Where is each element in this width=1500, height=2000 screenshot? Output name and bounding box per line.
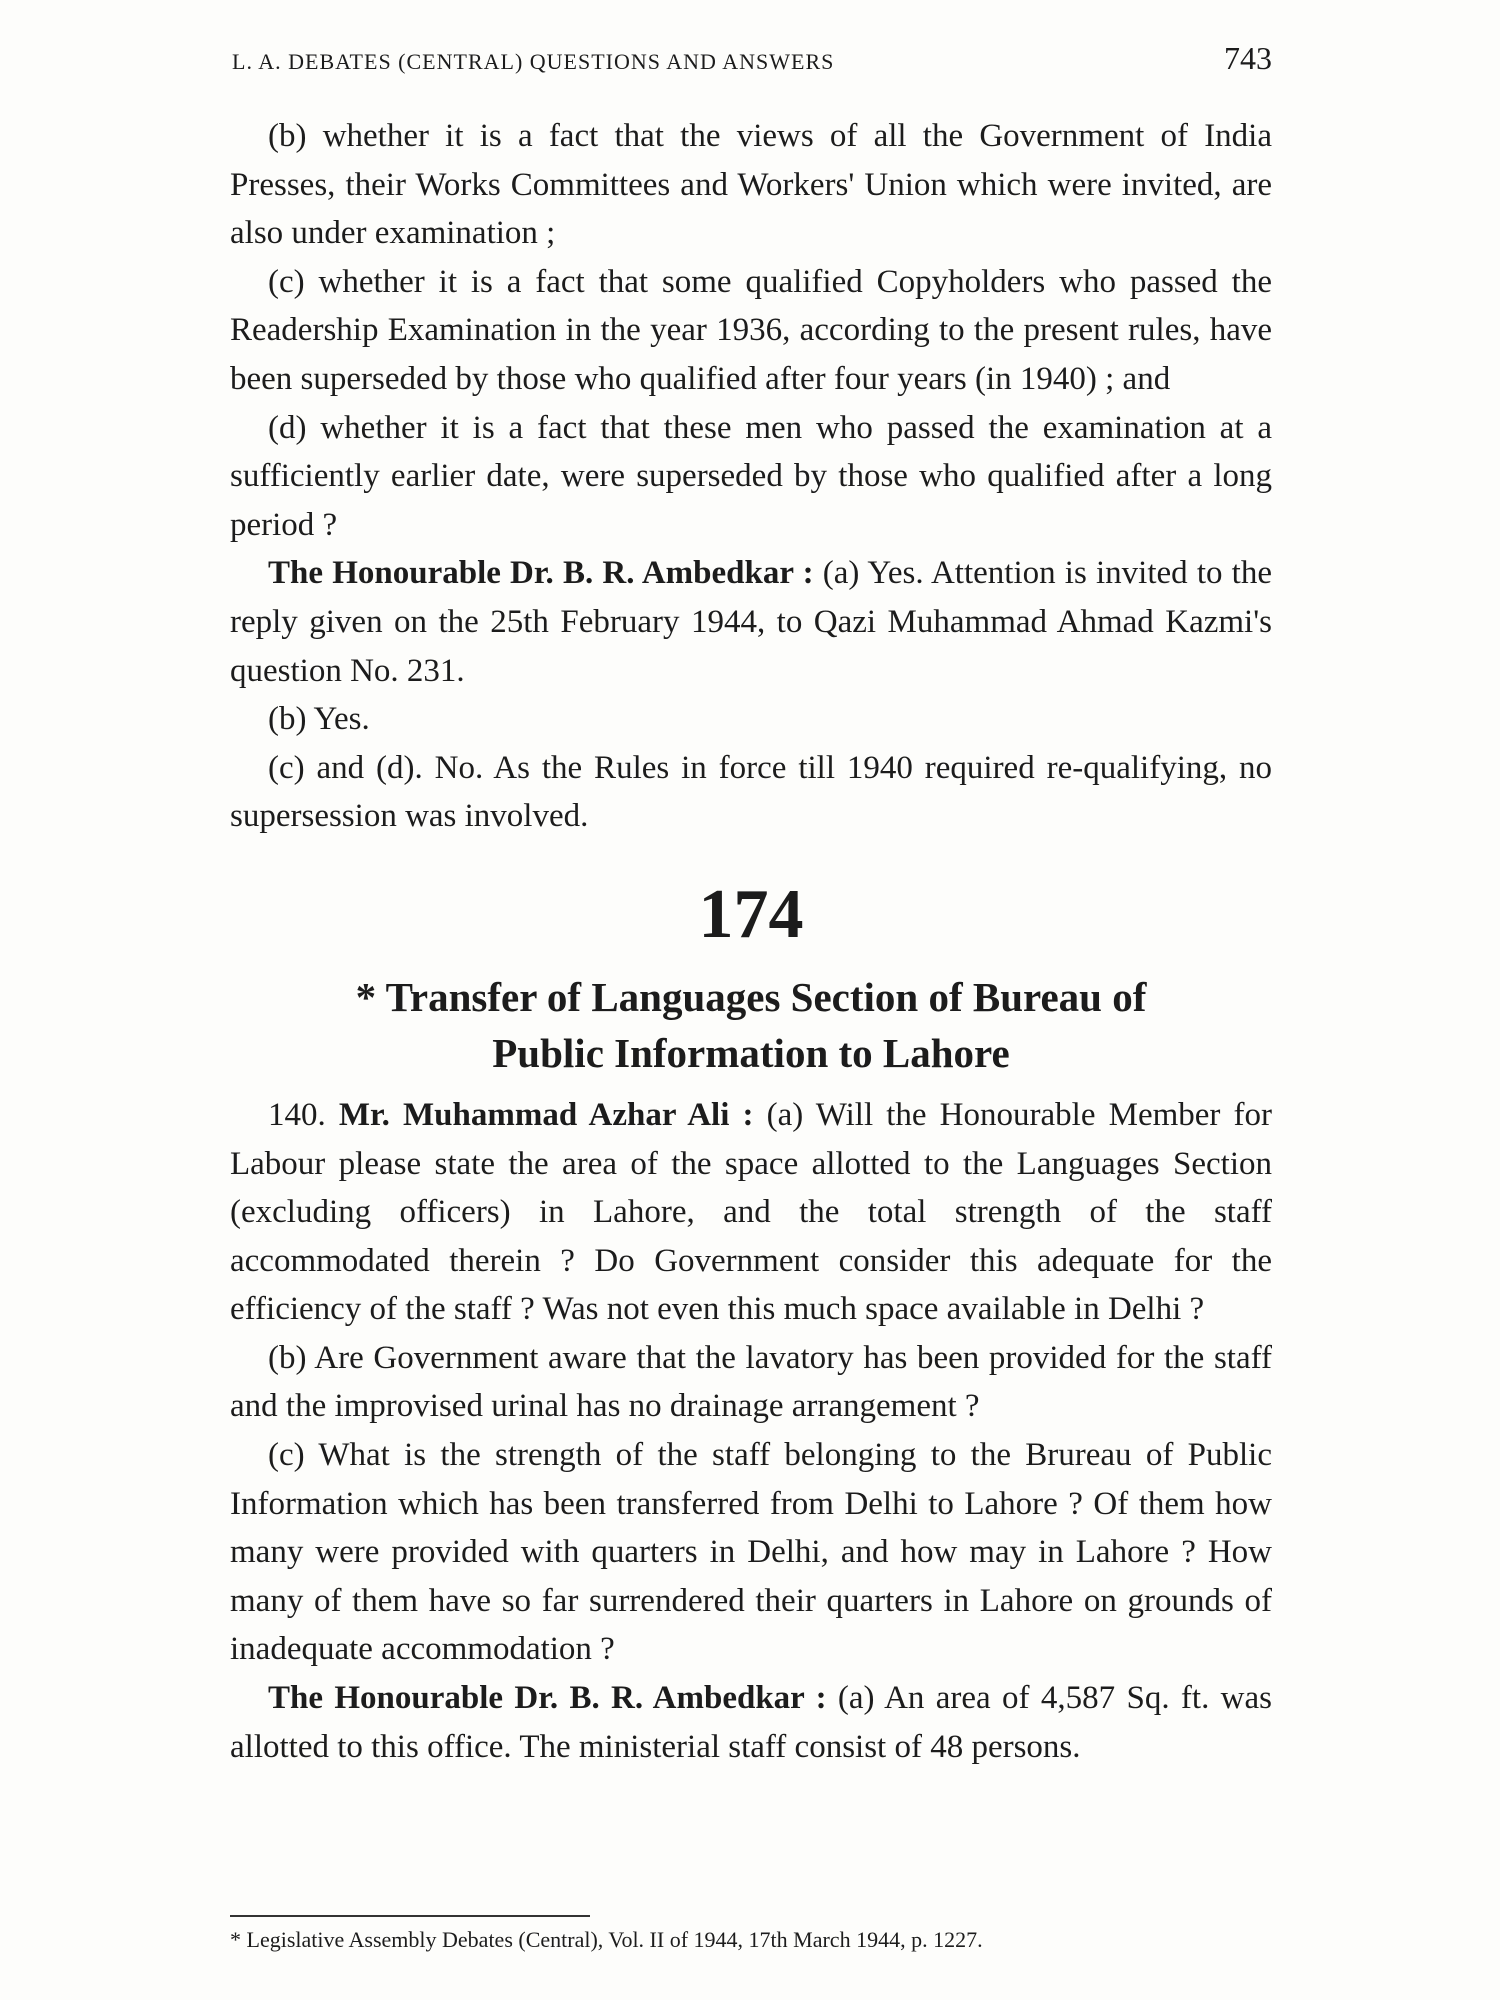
running-title: L. A. DEBATES (CENTRAL) QUESTIONS AND ANSWERS xyxy=(232,49,835,74)
answer-140-part-a: (a) An area of 4,587 Sq. ft. was allotted to this office. The ministerial staff consist of 48 persons. xyxy=(230,1680,1272,1765)
question-speaker: Mr. Muhammad Azhar Ali : xyxy=(338,1096,754,1133)
running-header xyxy=(232,40,1272,77)
answer-part-cd: (c) and (d). No. As the Rules in force till 1940 required re-qualifying, no supersession was involved. xyxy=(230,749,1272,835)
question-140-part-c: (c) What is the strength of the staff belonging to the Brureau of Public Information which has been transferred from Delhi to Lahore ? Of them how many were provided with quarters in Delhi, and how may in Lahore ? How many of them have so far surrendered their quarters in Lahore on grounds of inadequate accommodation ? xyxy=(230,1437,1272,1668)
question-part-b: (b) whether it is a fact that the views of all the Government of India Presses, their Works Committees and Workers' Union which were invited, are also under examination ; xyxy=(230,118,1272,252)
answer-paragraph xyxy=(230,549,1272,695)
page-body xyxy=(230,112,1272,1771)
section-title-line-2: Public Information to Lahore xyxy=(492,1029,1010,1076)
section-number: 174 xyxy=(698,875,804,953)
question-part-c: (c) whether it is a fact that some qualified Copyholders who passed the Readership Examination in the year 1936, according to the present rules, have been superseded by those who qualified after four years (in 1940) ; and xyxy=(230,263,1272,397)
answer-part-a: (a) Yes. Attention is invited to the reply given on the 25th February 1944, to Qazi Muhammad Ahmad Kazmi's question No. 231. xyxy=(230,555,1272,689)
answer-140-paragraph xyxy=(230,1674,1272,1771)
answer-part-b: (b) Yes. xyxy=(268,701,370,738)
section-title xyxy=(230,969,1272,1081)
question-140-a-text: (a) Will the Honourable Member for Labour please state the area of the space allotted to the Languages Section (excluding officers) in Lahore, and the total strength of the staff accommodated therein ? Do Government consider this adequate for the efficiency of the staff ? Was not even this much space available in Delhi ? xyxy=(230,1096,1272,1328)
page-number: 743 xyxy=(1224,40,1272,76)
answer-speaker: The Honourable Dr. B. R. Ambedkar : xyxy=(268,555,814,592)
question-140-part-b: (b) Are Government aware that the lavatory has been provided for the staff and the improvised urinal has no drainage arrangement ? xyxy=(230,1339,1272,1425)
footnote-divider xyxy=(230,1915,590,1917)
question-140-part-a xyxy=(230,1091,1272,1334)
footnote: * Legislative Assembly Debates (Central), Vol. II of 1944, 17th March 1944, p. 1227. xyxy=(230,1927,983,1952)
question-part-d: (d) whether it is a fact that these men who passed the examination at a sufficiently earlier date, were superseded by those who qualified after a long period ? xyxy=(230,409,1272,543)
section-title-line-1: * Transfer of Languages Section of Bureau of xyxy=(355,973,1147,1020)
answer-140-speaker: The Honourable Dr. B. R. Ambedkar : xyxy=(268,1680,827,1717)
question-number: 140. xyxy=(268,1096,326,1133)
